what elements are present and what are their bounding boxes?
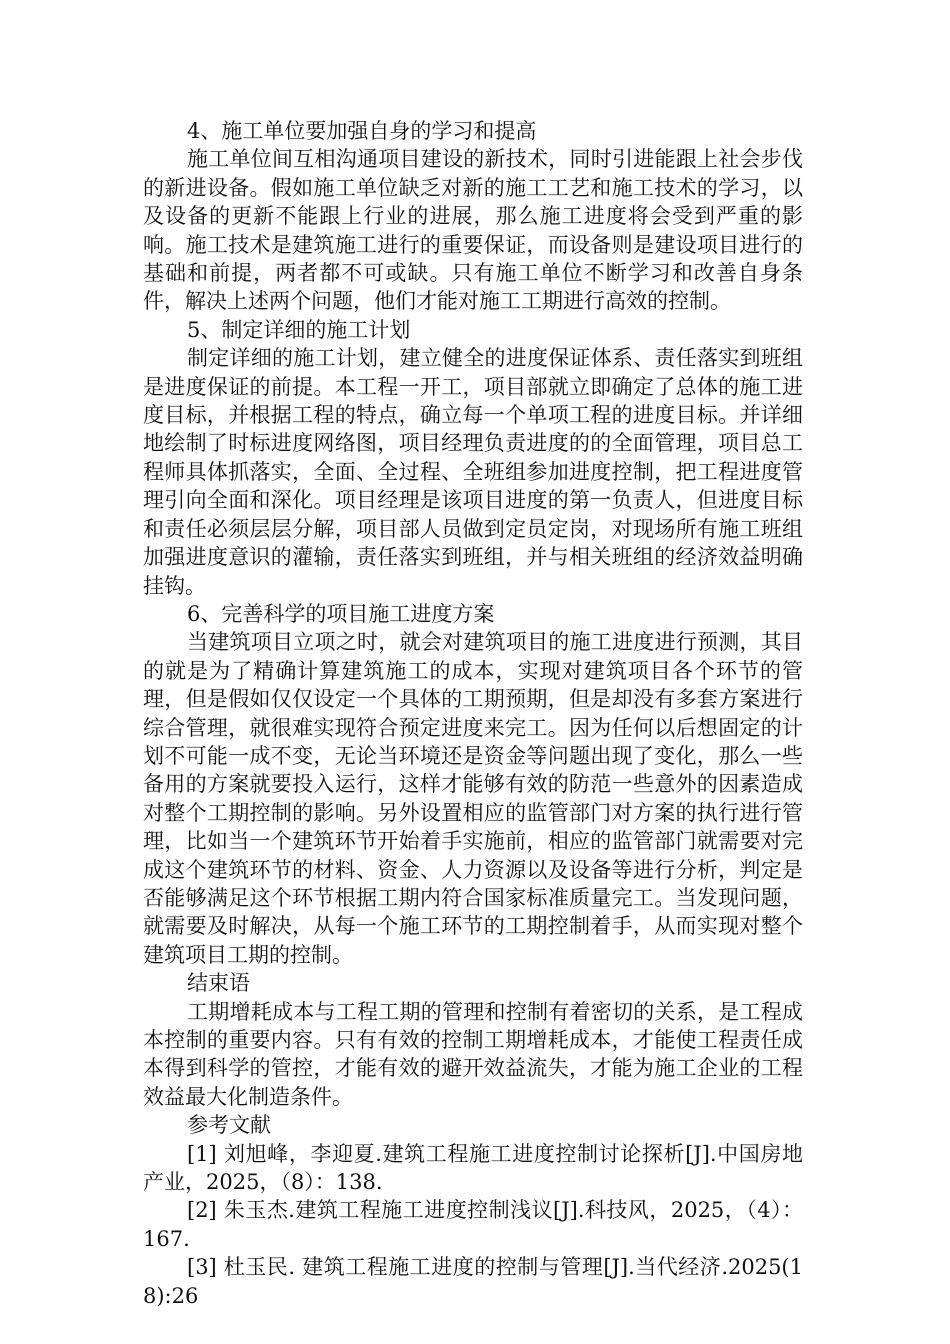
section-heading-4: 4、施工单位要加强自身的学习和提高	[187, 119, 537, 143]
document-body	[143, 117, 803, 1310]
paragraph-detailed-plan: 制定详细的施工计划，建立健全的进度保证体系、责任落实到班组是进度保证的前提。本工程一开工，项目部就立即确定了总体的施工进度目标，并根据工程的特点，确立每一个单项工程的进度目标。并详细地绘制了时标进度网络图，项目经理负责进度的的全面管理，项目总工程师具体抓落实，全面、全过程、全班组参加进度控制，把工程进度管理引向全面和深化。项目经理是该项目进度的第一负责人，但进度目标和责任必须层层分解，项目部人员做到定员定岗，对现场所有施工班组加强进度意识的灌输，责任落实到班组，并与相关班组的经济效益明确挂钩。	[143, 346, 803, 598]
reference-item-3: [3] 杜玉民. 建筑工程施工进度的控制与管理[J].当代经济.2025(18):26	[143, 1255, 803, 1308]
reference-item-2: [2] 朱玉杰.建筑工程施工进度控制浅议[J].科技风，2025，（4）：167.	[143, 1198, 803, 1251]
references-heading: 参考文献	[187, 1113, 271, 1138]
reference-item-1: [1] 刘旭峰，李迎夏.建筑工程施工进度控制讨论探析[J].中国房地产业，2025，（8）：138.	[143, 1141, 803, 1195]
section-heading-6: 6、完善科学的项目施工进度方案	[187, 601, 495, 626]
paragraph-conclusion: 工期增耗成本与工程工期的管理和控制有着密切的关系，是工程成本控制的重要内容。只有有效的控制工期增耗成本，才能使工程责任成本得到科学的管控，才能有效的避开效益流失，才能为施工企业的工程效益最大化制造条件。	[143, 999, 803, 1109]
paragraph-progress-scheme: 当建筑项目立项之时，就会对建筑项目的施工进度进行预测，其目的就是为了精确计算建筑施工的成本，实现对建筑项目各个环节的管理，但是假如仅仅设定一个具体的工期预期，但是却没有多套方案进行综合管理，就很难实现符合预定进度来完工。因为任何以后想固定的计划不可能一成不变，无论当环境还是资金等问题出现了变化，那么一些备用的方案就要投入运行，这样才能够有效的防范一些意外的因素造成对整个工期控制的影响。另外设置相应的监管部门对方案的执行进行管理，比如当一个建筑环节开始着手实施前，相应的监管部门就需要对完成这个建筑环节的材料、资金、人力资源以及设备等进行分析，判定是否能够满足这个环节根据工期内符合国家标准质量完工。当发现问题，就需要及时解决，从每一个施工环节的工期控制着手，从而实现对整个建筑项目工期的控制。	[143, 630, 803, 967]
conclusion-heading: 结束语	[187, 971, 250, 996]
section-heading-5: 5、制定详细的施工计划	[187, 317, 411, 342]
paragraph-construction-learning: 施工单位间互相沟通项目建设的新技术，同时引进能跟上社会步伐的新进设备。假如施工单位缺乏对新的施工工艺和施工技术的学习，以及设备的更新不能跟上行业的进展，那么施工进度将会受到严重的影响。施工技术是建筑施工进行的重要保证，而设备则是建设项目进行的基础和前提，两者都不可或缺。只有施工单位不断学习和改善自身条件，解决上述两个问题，他们才能对施工工期进行高效的控制。	[143, 147, 803, 314]
